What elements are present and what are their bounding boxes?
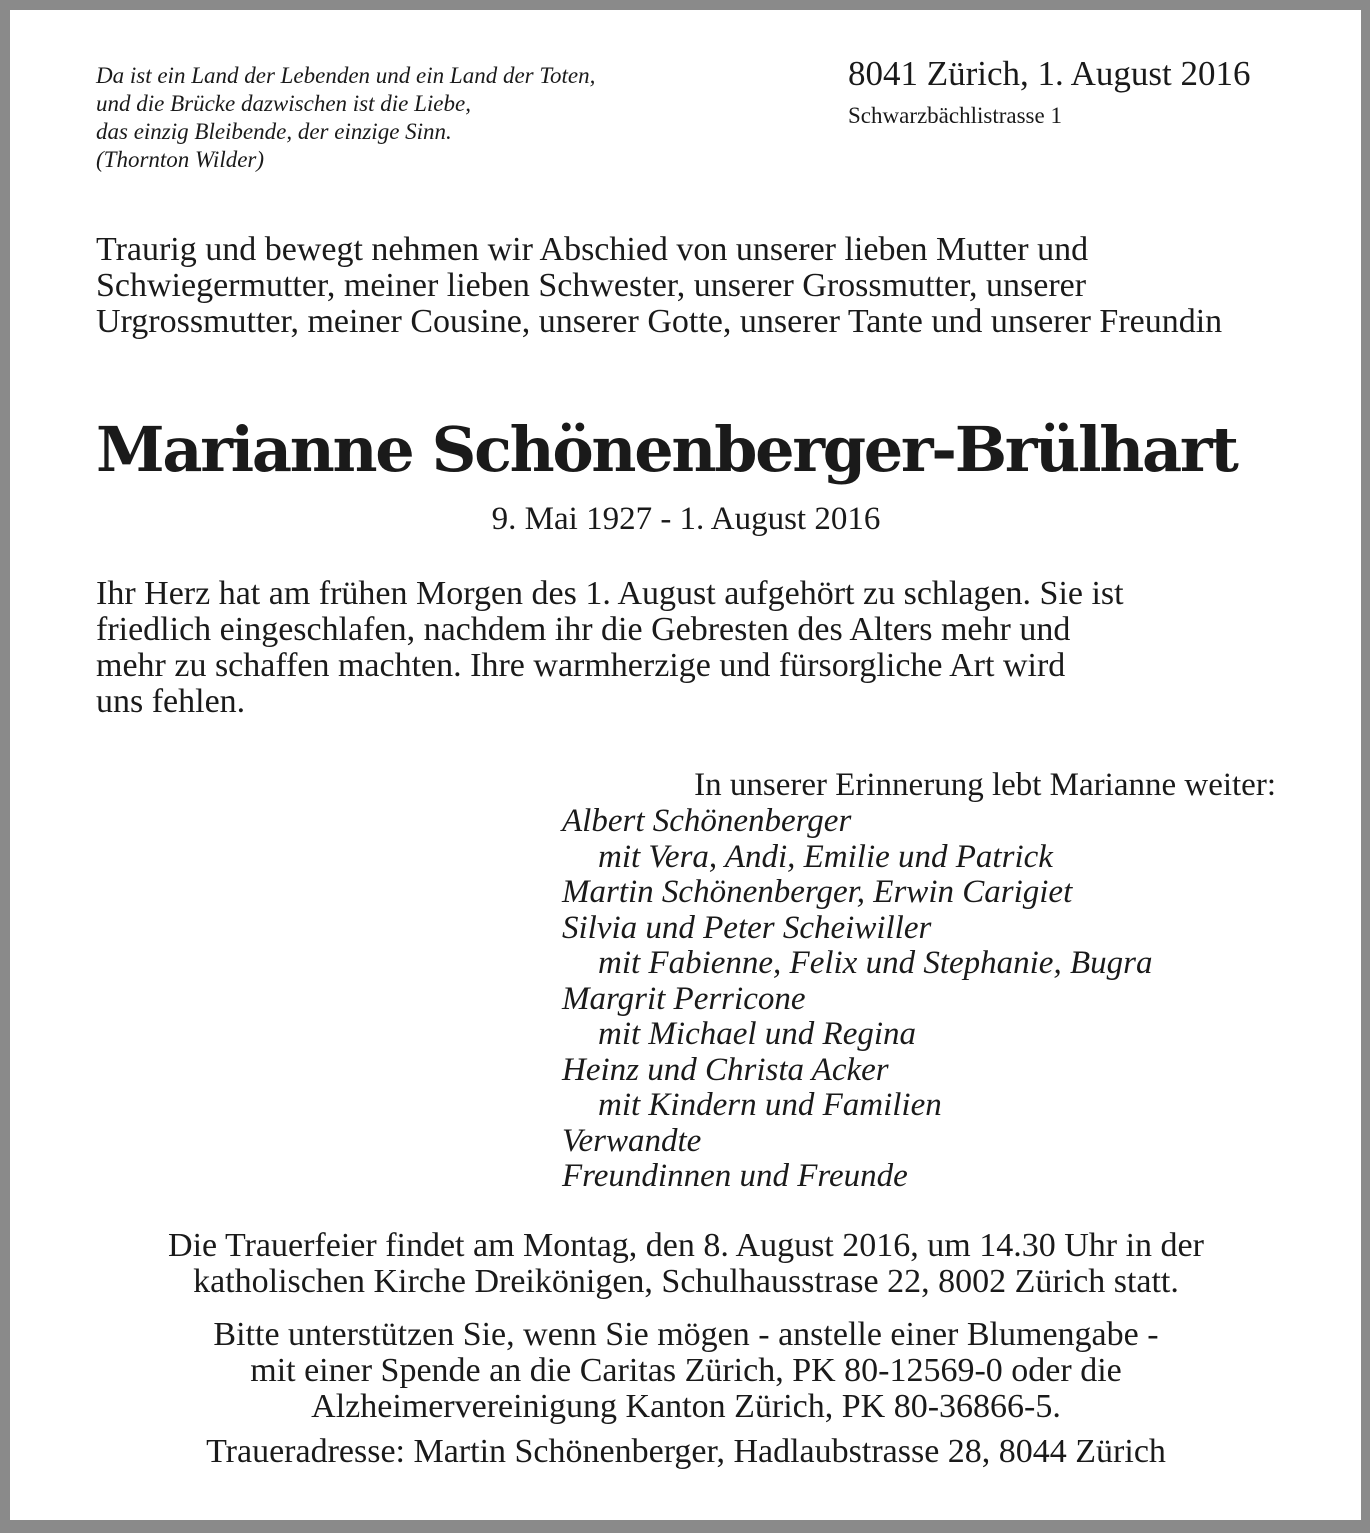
mourner-entry: Martin Schönenberger, Erwin Carigiet	[562, 874, 1073, 910]
deceased-name: Marianne Schönenberger-Brülhart	[96, 413, 1237, 486]
mourner-entry: Verwandte	[562, 1122, 702, 1159]
donation-line: mit einer Spende an die Caritas Zürich, PK 80-12569-0 oder die	[250, 1352, 1122, 1389]
place-date: 8041 Zürich, 1. August 2016	[848, 54, 1251, 93]
tribute-line: friedlich eingeschlafen, nachdem ihr die Gebresten des Alters mehr und	[96, 611, 1071, 648]
mourner-entry: Margrit Perricone	[562, 980, 806, 1017]
mourner-entry: Albert Schönenberger	[562, 803, 852, 839]
street-address: Schwarzbächlistrasse 1	[848, 103, 1062, 128]
tribute-line: Ihr Herz hat am frühen Morgen des 1. August aufgehört zu schlagen. Sie ist	[96, 575, 1124, 612]
service-line: Die Trauerfeier findet am Montag, den 8. August 2016, um 14.30 Uhr in der	[168, 1227, 1204, 1264]
funeral-service-info	[66, 1228, 1306, 1300]
intro-paragraph: Traurig und bewegt nehmen wir Abschied von unserer lieben Mutter und Schwiegermutter, meiner lieben Schwester, unserer Grossmutter, unserer Urgrossmutter, meiner Cousine, unserer Gotte, unserer Tante und unserer Freundin	[96, 231, 1223, 340]
mourner-subentry: mit Michael und Regina	[598, 1016, 917, 1052]
donation-line: Alzheimervereinigung Kanton Zürich, PK 80-36866-5.	[311, 1388, 1061, 1425]
tribute-line: mehr zu schaffen machten. Ihre warmherzige und fürsorgliche Art wird	[96, 647, 1066, 684]
tribute-line: uns fehlen.	[96, 683, 246, 720]
mourner-subentry: mit Kindern und Familien	[598, 1087, 942, 1123]
service-line: katholischen Kirche Dreikönigen, Schulhausstrase 22, 8002 Zürich statt.	[193, 1263, 1179, 1300]
quote-attribution: (Thornton Wilder)	[96, 147, 265, 172]
epigraph-quote	[96, 62, 796, 174]
mourner-entry: Silvia und Peter Scheiwiller	[562, 909, 932, 946]
obituary-notice	[10, 10, 1361, 1520]
mourner-subentry: mit Fabienne, Felix und Stephanie, Bugra	[598, 945, 1153, 981]
donation-info	[66, 1317, 1306, 1425]
quote-line: Da ist ein Land der Lebenden und ein Land der Toten,	[96, 63, 596, 88]
life-dates: 9. Mai 1927 - 1. August 2016	[491, 501, 881, 537]
memory-heading: In unserer Erinnerung lebt Marianne weiter:	[694, 767, 1276, 803]
mourning-address: Traueradresse: Martin Schönenberger, Hadlaubstrasse 28, 8044 Zürich	[206, 1433, 1166, 1470]
mourner-subentry: mit Vera, Andi, Emilie und Patrick	[598, 838, 1053, 875]
mourner-entry: Heinz und Christa Acker	[562, 1051, 889, 1088]
mourner-entry: Freundinnen und Freunde	[562, 1158, 908, 1194]
mourners-list	[562, 804, 1302, 1195]
quote-line: das einzig Bleibende, der einzige Sinn.	[96, 119, 452, 144]
donation-line: Bitte unterstützen Sie, wenn Sie mögen - anstelle einer Blumengabe -	[213, 1316, 1159, 1353]
quote-line: und die Brücke dazwischen ist die Liebe,	[96, 91, 471, 116]
tribute-paragraph	[96, 576, 1276, 720]
